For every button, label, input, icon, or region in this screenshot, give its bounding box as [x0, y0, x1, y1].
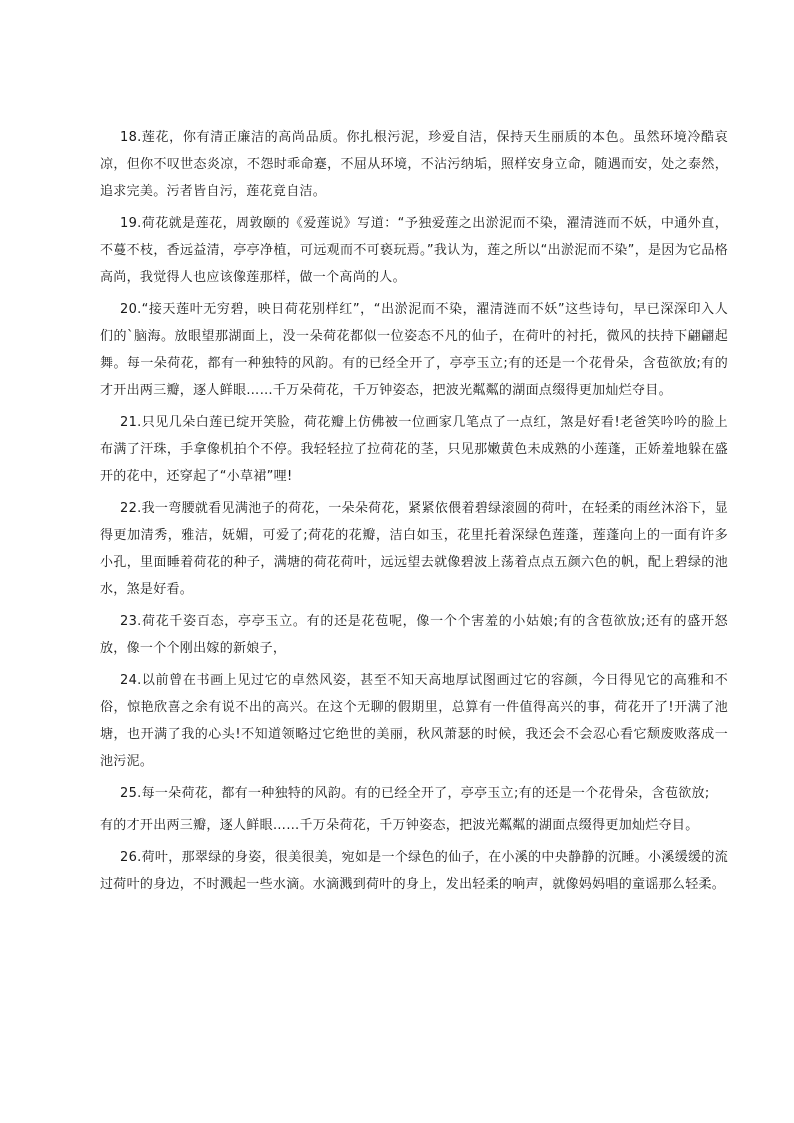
paragraph-25-continuation: 有的才开出两三瓣，逐人鲜眼……千万朵荷花，千万钟姿态，把波光粼粼的湖面点缀得更加灿烂夺目。 — [100, 818, 699, 833]
paragraph-21: 21.只见几朵白莲已绽开笑脸，荷花瓣上仿佛被一位画家几笔点了一点红，煞是好看!老爸笑吟吟的脸上布满了汗珠，手拿像机拍个不停。我轻轻拉了拉荷花的茎，只见那嫩黄色未成熟的小莲蓬，正娇羞地躲在盛开的花中，还穿起了“小草裙”哩! — [100, 415, 728, 484]
paragraph-26: 26.荷叶，那翠绿的身姿，很美很美，宛如是一个绿色的仙子，在小溪的中央静静的沉睡。小溪缓缓的流过荷叶的身边，不时溅起一些水滴。水滴溅到荷叶的身上，发出轻柔的响声，就像妈妈唱的童谣那么轻柔。 — [100, 850, 728, 892]
paragraph-19: 19.荷花就是莲花，周敦颐的《爱莲说》写道：“予独爱莲之出淤泥而不染，濯清涟而不妖，中通外直，不蔓不枝，香远益清，亭亭净植，可远观而不可亵玩焉。”我认为，莲之所以“出淤泥而不染”，是因为它品格高尚，我觉得人也应该像莲那样，做一个高尚的人。 — [100, 216, 728, 285]
paragraph-23: 23.荷花千姿百态，亭亭玉立。有的还是花苞呢，像一个个害羞的小姑娘;有的含苞欲放;还有的盛开怒放，像一个个刚出嫁的新娘子， — [100, 614, 728, 656]
paragraph-20: 20.“接天莲叶无穷碧，映日荷花别样红”，“出淤泥而不染，濯清涟而不妖”这些诗句，早已深深印入人们的`脑海。放眼望那湖面上，没一朵荷花都似一位姿态不凡的仙子，在荷叶的衬托，微风的扶持下翩翩起舞。每一朵荷花，都有一种独特的风韵。有的已经全开了，亭亭玉立;有的还是一个花骨朵，含苞欲放;有的才开出两三瓣，逐人鲜眼……千万朵荷花，千万钟姿态，把波光粼粼的湖面点缀得更加灿烂夺目。 — [100, 302, 728, 398]
paragraph-25: 25.每一朵荷花，都有一种独特的风韵。有的已经全开了，亭亭玉立;有的还是一个花骨朵，含苞欲放; — [120, 786, 710, 801]
paragraph-24: 24.以前曾在书画上见过它的卓然风姿，甚至不知天高地厚试图画过它的容颜，今日得见它的高雅和不俗，惊艳欣喜之余有说不出的高兴。在这个无聊的假期里，总算有一件值得高兴的事，荷花开了!开满了池塘，也开满了我的心头!不知道领略过它绝世的美丽，秋风萧瑟的时候，我还会不会忍心看它颓废败落成一池污泥。 — [100, 673, 728, 769]
paragraph-18: 18.莲花，你有清正廉洁的高尚品质。你扎根污泥，珍爱自洁，保持天生丽质的本色。虽然环境冷酷哀凉，但你不叹世态炎凉，不怨时乖命蹇，不屈从环境，不沾污纳垢，照样安身立命，随遇而安，处之泰然，追求完美。污者皆自污，莲花竟自洁。 — [100, 130, 728, 199]
paragraph-22: 22.我一弯腰就看见满池子的荷花，一朵朵荷花，紧紧依偎着碧绿滚圆的荷叶，在轻柔的雨丝沐浴下，显得更加清秀，雅洁，妩媚，可爱了;荷花的花瓣，洁白如玉，花里托着深绿色莲蓬，莲蓬向上的一面有许多小孔，里面睡着荷花的种子，满塘的荷花荷叶，远远望去就像碧波上荡着点点五颜六色的帆，配上碧绿的池水，煞是好看。 — [100, 501, 728, 597]
document-body — [100, 124, 728, 903]
